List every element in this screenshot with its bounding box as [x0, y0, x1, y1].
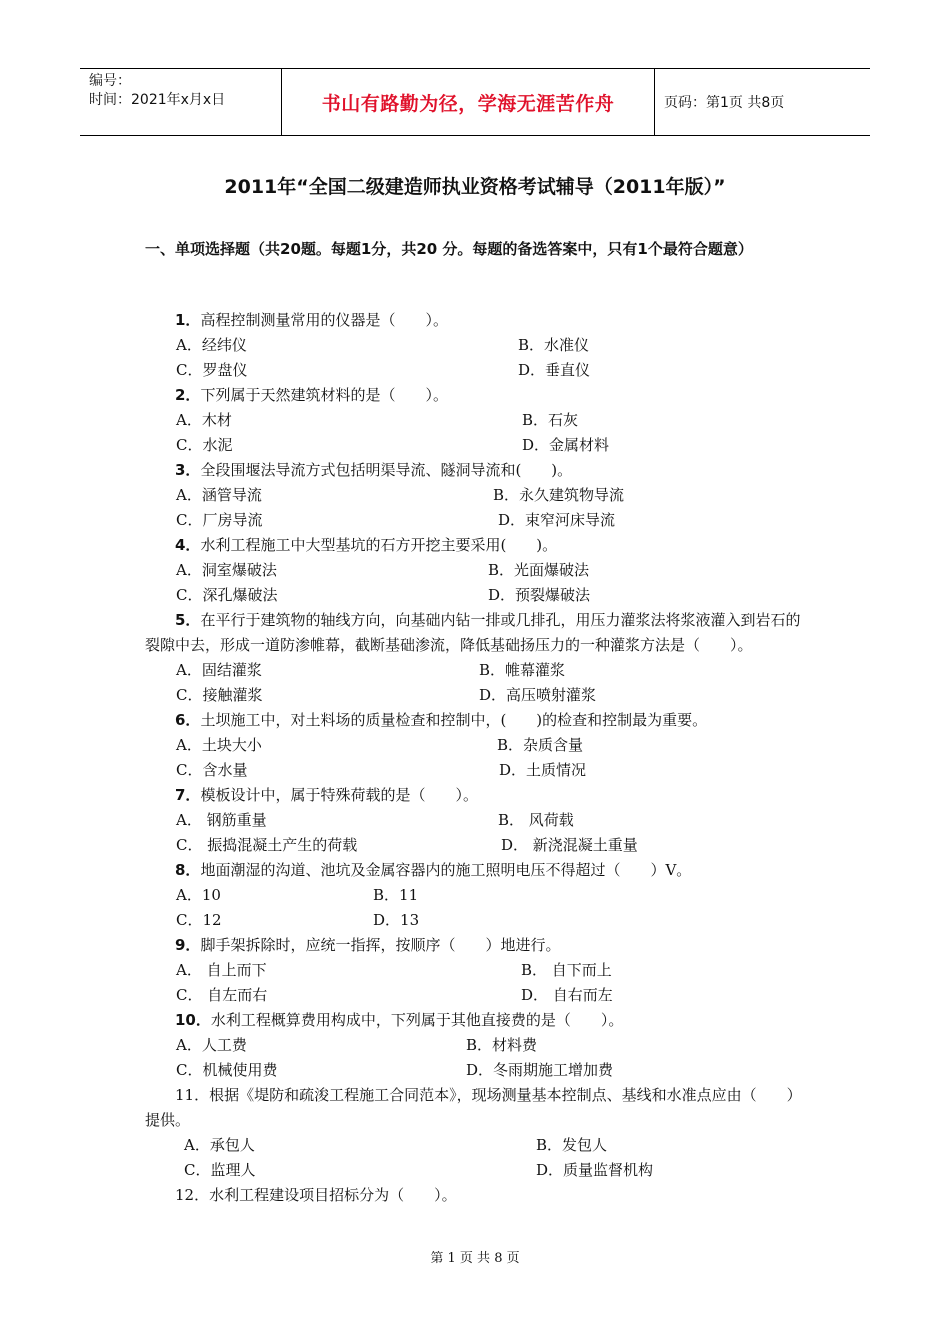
options-row	[145, 683, 815, 708]
question-stem: 脚手架拆除时，应统一指挥，按顺序（ ）地进行。	[200, 936, 561, 954]
question-5	[145, 608, 815, 658]
question-number: 2．	[175, 386, 201, 404]
option-b: B． 风荷载	[498, 811, 574, 829]
option-d: D．质量监督机构	[536, 1161, 654, 1179]
header-page-info: 页码：第1页 共8页	[664, 95, 785, 111]
option-a: A．木材	[176, 411, 232, 429]
options-row	[145, 508, 815, 533]
option-b: B．杂质含量	[497, 736, 584, 754]
question-12	[145, 1183, 815, 1208]
option-c: C．水泥	[176, 436, 233, 454]
options-row	[145, 358, 815, 383]
options-row	[145, 808, 815, 833]
section-heading: 一、单项选择题（共20题。每题1分，共20 分。每题的备选答案中，只有1个最符合题意）	[145, 240, 753, 258]
option-d: D．金属材料	[522, 436, 610, 454]
option-b: B．石灰	[522, 411, 579, 429]
question-stem: 模板设计中，属于特殊荷载的是（ ）。	[200, 786, 478, 804]
option-b: B．光面爆破法	[488, 561, 590, 579]
option-c: C．机械使用费	[176, 1061, 278, 1079]
question-3	[145, 458, 815, 483]
option-c: C．含水量	[176, 761, 248, 779]
question-1	[145, 308, 815, 333]
header-meta	[80, 69, 281, 135]
option-c: C． 自左而右	[176, 986, 268, 1004]
question-number: 4．	[175, 536, 201, 554]
question-stem: 根据《堤防和疏浚工程施工合同范本》，现场测量基本控制点、基线和水准点应由（ ）提供。	[145, 1086, 802, 1129]
question-stem: 土坝施工中，对土料场的质量检查和控制中，( )的检查和控制最为重要。	[200, 711, 708, 729]
option-c: C．深孔爆破法	[176, 586, 278, 604]
options-row	[145, 1033, 815, 1058]
option-b: B．11	[373, 886, 419, 904]
header-motto: 书山有路勤为径，学海无涯苦作舟	[281, 69, 655, 135]
option-d: D．土质情况	[499, 761, 587, 779]
option-b: B．帷幕灌浆	[479, 661, 566, 679]
options-row	[145, 583, 815, 608]
option-c: C．厂房导流	[176, 511, 263, 529]
question-9	[145, 933, 815, 958]
question-stem: 下列属于天然建筑材料的是（ ）。	[200, 386, 448, 404]
option-a: A． 自上而下	[176, 961, 267, 979]
question-number: 12．	[175, 1186, 210, 1204]
option-a: A．承包人	[184, 1136, 255, 1154]
option-a: A．10	[176, 886, 221, 904]
document-title: 2011年“全国二级建造师执业资格考试辅导（2011年版）”	[224, 176, 726, 198]
option-b: B．发包人	[536, 1136, 608, 1154]
question-4	[145, 533, 815, 558]
question-number: 5．	[175, 611, 201, 629]
options-row	[145, 333, 815, 358]
number-label: 编号：	[89, 73, 131, 89]
options-row	[145, 658, 815, 683]
option-c: C．接触灌浆	[176, 686, 263, 704]
question-stem: 地面潮湿的沟道、池坑及金属容器内的施工照明电压不得超过（ ）V。	[200, 861, 692, 879]
question-number: 8．	[175, 861, 201, 879]
question-number: 10．	[175, 1011, 211, 1029]
question-stem: 水利工程建设项目招标分为（ ）。	[209, 1186, 457, 1204]
question-stem: 高程控制测量常用的仪器是（ ）。	[200, 311, 448, 329]
option-c: C．12	[176, 911, 222, 929]
options-row	[145, 833, 815, 858]
question-number: 6．	[175, 711, 201, 729]
options-row	[145, 883, 815, 908]
options-row	[145, 733, 815, 758]
option-a: A．人工费	[176, 1036, 247, 1054]
question-11	[145, 1083, 815, 1133]
option-d: D．高压喷射灌浆	[479, 686, 597, 704]
option-b: B．永久建筑物导流	[493, 486, 625, 504]
question-stem: 水利工程概算费用构成中，下列属于其他直接费的是（ ）。	[210, 1011, 624, 1029]
options-row	[145, 408, 815, 433]
option-a: A．涵管导流	[176, 486, 262, 504]
options-row	[145, 1058, 815, 1083]
time-label: 时间：2021年x月x日	[89, 92, 226, 108]
option-d: D．垂直仪	[518, 361, 591, 379]
options-row	[145, 758, 815, 783]
question-stem: 在平行于建筑物的轴线方向，向基础内钻一排或几排孔，用压力灌浆法将浆液灌入到岩石的裂隙中去，形成一道防渗帷幕，截断基础渗流，降低基础扬压力的一种灌浆方法是（ ）。	[145, 611, 801, 654]
option-a: A．洞室爆破法	[176, 561, 277, 579]
question-stem: 全段围堰法导流方式包括明渠导流、隧洞导流和( )。	[200, 461, 573, 479]
question-number: 11．	[175, 1086, 210, 1104]
question-7	[145, 783, 815, 808]
option-c: C．监理人	[184, 1161, 256, 1179]
option-d: D． 新浇混凝土重量	[501, 836, 638, 854]
option-b: B．材料费	[466, 1036, 538, 1054]
option-d: D． 自右而左	[521, 986, 613, 1004]
option-a: A． 钢筋重量	[176, 811, 267, 829]
question-6	[145, 708, 815, 733]
option-d: D．冬雨期施工增加费	[466, 1061, 614, 1079]
question-10	[145, 1008, 815, 1033]
options-row	[145, 1158, 815, 1183]
option-b: B．水准仪	[518, 336, 590, 354]
options-row	[145, 483, 815, 508]
question-2	[145, 383, 815, 408]
option-c: C．罗盘仪	[176, 361, 248, 379]
question-number: 3．	[175, 461, 201, 479]
option-a: A．固结灌浆	[176, 661, 262, 679]
option-d: D．预裂爆破法	[488, 586, 591, 604]
option-b: B． 自下而上	[521, 961, 612, 979]
options-row	[145, 558, 815, 583]
options-row	[145, 958, 815, 983]
question-number: 1．	[175, 311, 201, 329]
options-row	[145, 983, 815, 1008]
question-8	[145, 858, 815, 883]
option-d: D．13	[373, 911, 420, 929]
options-row	[145, 433, 815, 458]
question-number: 9．	[175, 936, 201, 954]
option-a: A．经纬仪	[176, 336, 247, 354]
question-stem: 水利工程施工中大型基坑的石方开挖主要采用( )。	[200, 536, 558, 554]
option-d: D．束窄河床导流	[498, 511, 616, 529]
page-header	[80, 68, 870, 136]
page-footer: 第 1 页 共 8 页	[430, 1251, 520, 1266]
option-c: C． 振捣混凝土产生的荷载	[176, 836, 358, 854]
option-a: A．土块大小	[176, 736, 262, 754]
question-list	[145, 308, 815, 1208]
question-number: 7．	[175, 786, 201, 804]
options-row	[145, 908, 815, 933]
options-row	[145, 1133, 815, 1158]
